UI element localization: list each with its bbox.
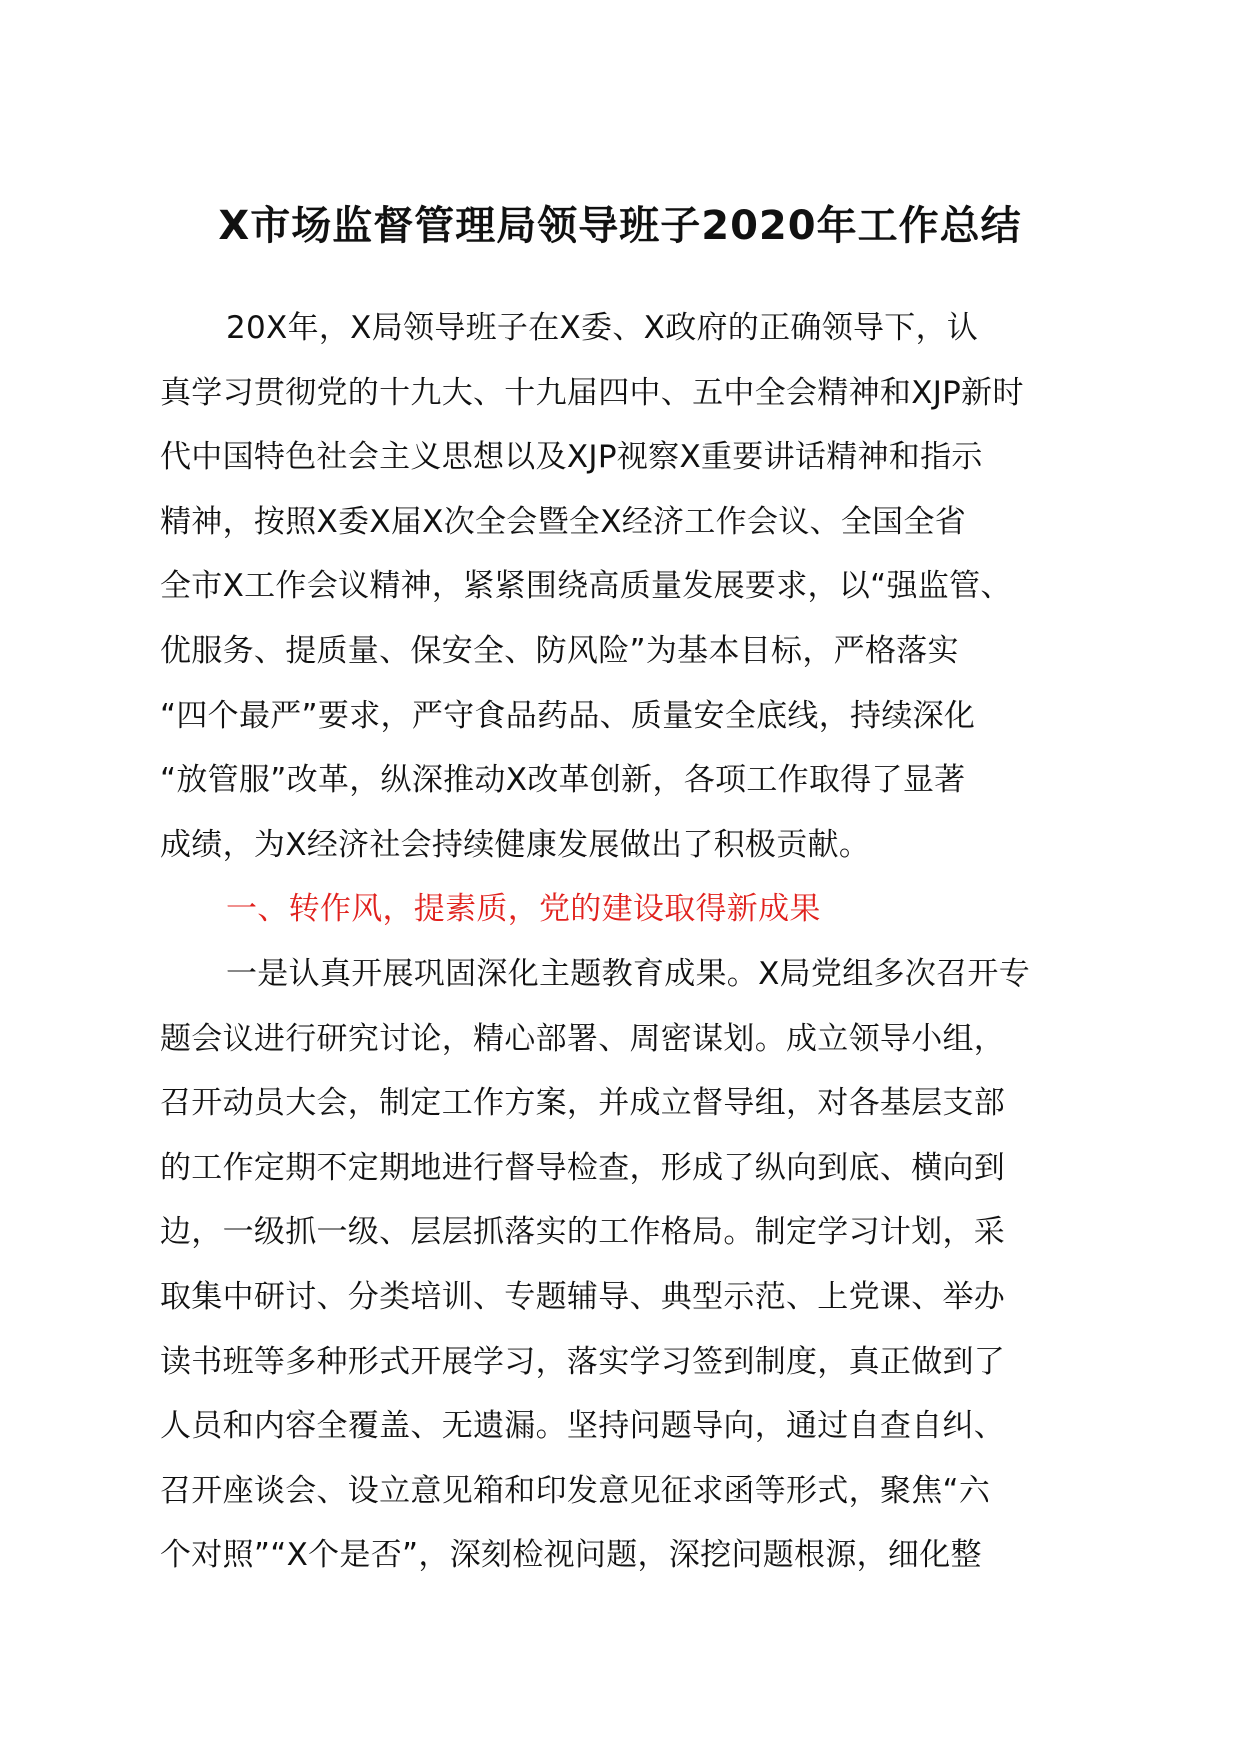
text-line: 精神，按照X委X届X次全会暨全X经济工作会议、全国全省 <box>160 503 967 540</box>
text-line: 代中国特色社会主义思想以及XJP视察X重要讲话精神和指示 <box>160 439 983 476</box>
text-line: “放管服”改革，纵深推动X改革创新，各项工作取得了显著 <box>160 762 966 799</box>
text-line: 20X年，X局领导班子在X委、X政府的正确领导下，认 <box>226 310 979 346</box>
text-line: 读书班等多种形式开展学习，落实学习签到制度，真正做到了 <box>160 1343 1006 1380</box>
text-line: “四个最严”要求，严守食品药品、质量安全底线，持续深化 <box>160 697 976 734</box>
text-line: 优服务、提质量、保安全、防风险”为基本目标，严格落实 <box>160 632 959 669</box>
text-line: 边，一级抓一级、层层抓落实的工作格局。制定学习计划，采 <box>160 1214 1006 1251</box>
text-line: 成绩，为X经济社会持续健康发展做出了积极贡献。 <box>160 826 871 863</box>
paragraph-1 <box>160 296 1100 877</box>
text-line: 题会议进行研究讨论，精心部署、周密谋划。成立领导小组， <box>160 1020 1006 1057</box>
text-line: 一是认真开展巩固深化主题教育成果。X局党组多次召开专 <box>226 955 1031 992</box>
paragraph-2 <box>160 942 1100 1588</box>
text-line: 全市X工作会议精神，紧紧围绕高质量发展要求，以“强监管、 <box>160 568 1012 605</box>
text-line: 人员和内容全覆盖、无遗漏。坚持问题导向，通过自查自纠、 <box>160 1408 1006 1445</box>
section-heading: 一、转作风，提素质，党的建设取得新成果 <box>226 891 821 928</box>
text-line: 召开座谈会、设立意见箱和印发意见征求函等形式，聚焦“六 <box>160 1472 991 1509</box>
text-line: 个对照”“X个是否”，深刻检视问题，深挖问题根源，细化整 <box>160 1537 982 1574</box>
document-title: X市场监督管理局领导班子2020年工作总结 <box>218 203 1022 249</box>
document-body <box>160 296 1100 1588</box>
text-line: 取集中研讨、分类培训、专题辅导、典型示范、上党课、举办 <box>160 1278 1006 1315</box>
text-line: 召开动员大会，制定工作方案，并成立督导组，对各基层支部 <box>160 1085 1006 1122</box>
text-line: 的工作定期不定期地进行督导检查，形成了纵向到底、横向到 <box>160 1149 1006 1186</box>
text-line: 真学习贯彻党的十九大、十九届四中、五中全会精神和XJP新时 <box>160 374 1024 411</box>
